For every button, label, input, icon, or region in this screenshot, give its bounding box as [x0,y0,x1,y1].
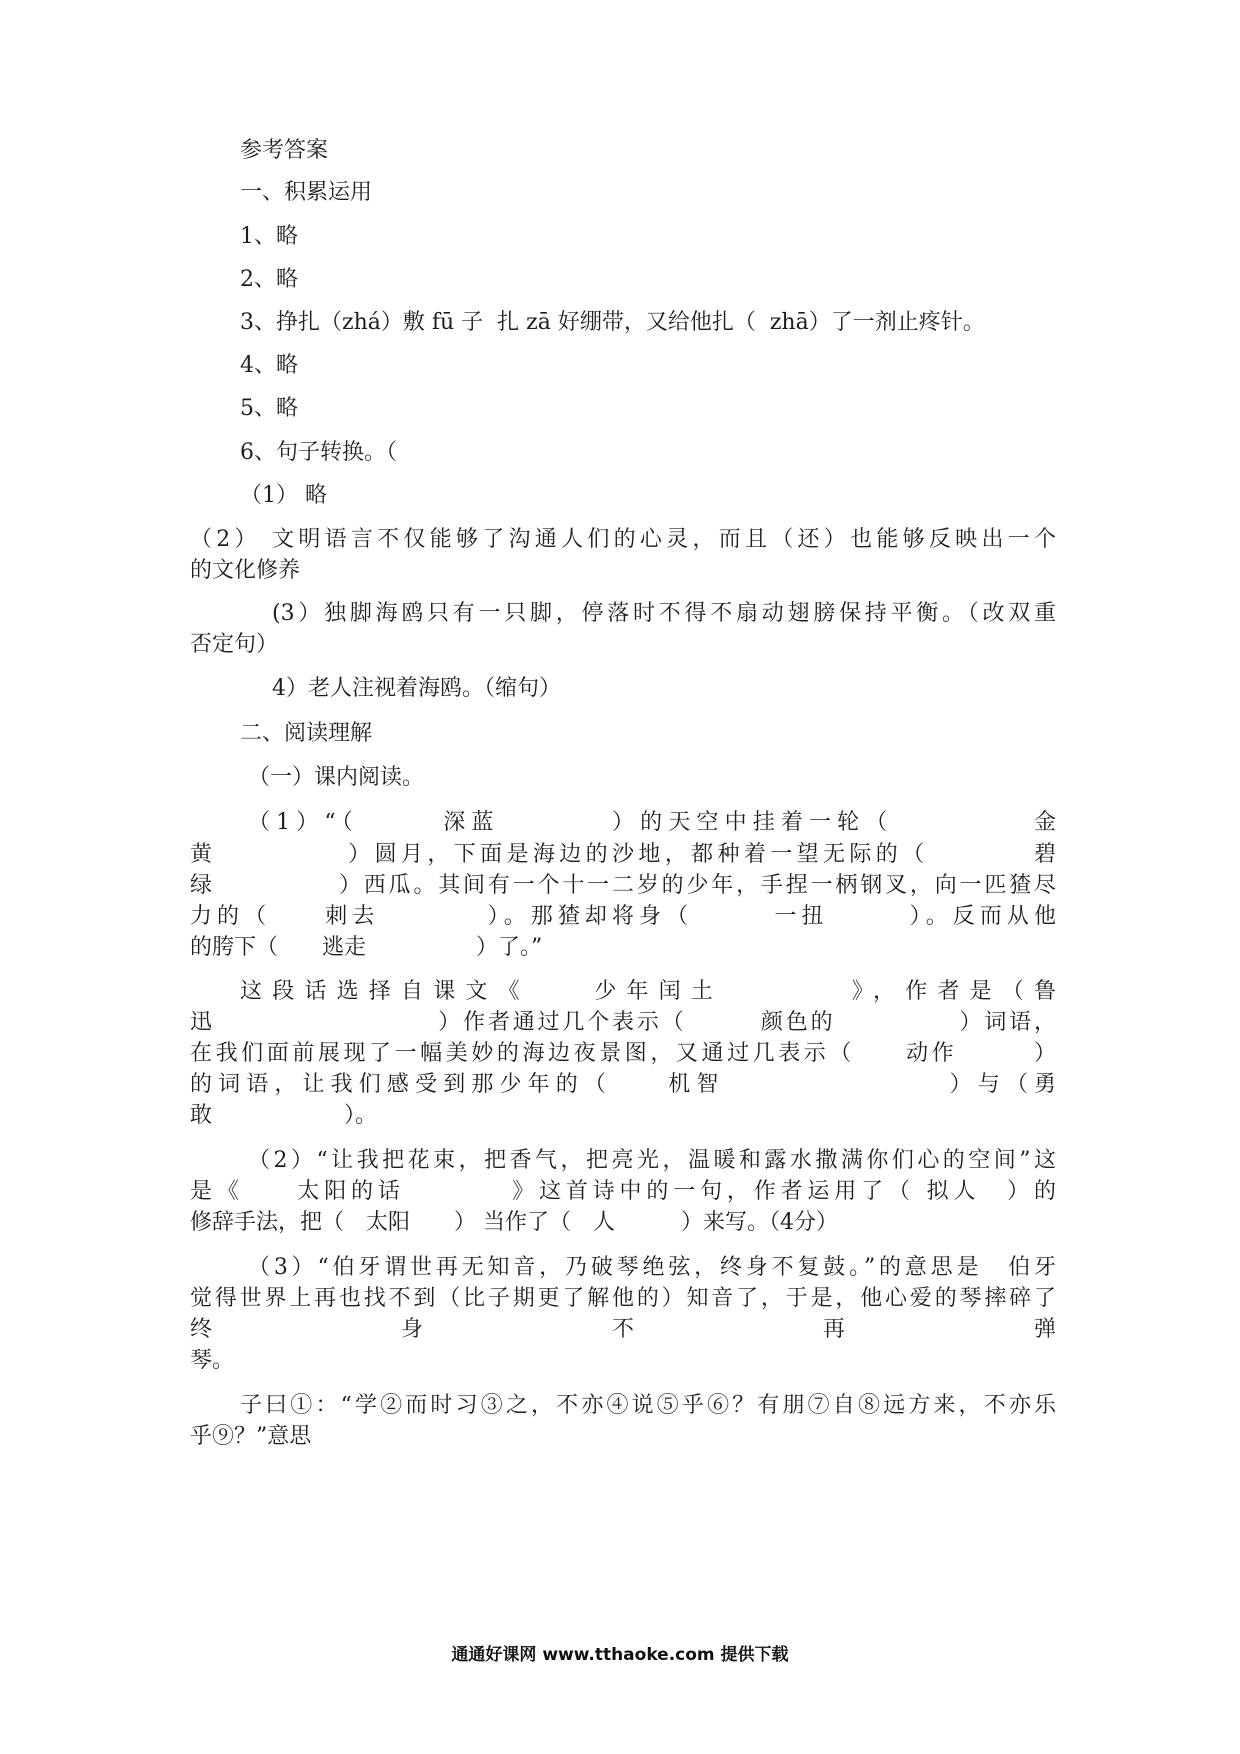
reading-para5-line2: 乎⑨？”意思 [190,1424,312,1449]
answer-item-1: 1、略 [240,224,298,249]
reading-para2-line3: 在我们面前展现了一幅美妙的海边夜景图，又通过几表示（ 动作 ） [190,1041,1056,1066]
reading-para1-line1: （1）“（ 深蓝 ）的天空中挂着一轮（ 金 [248,810,1056,835]
reading-para2-line2: 迅 ）作者通过几个表示（ 颜色的 ）词语， [190,1010,1056,1035]
sentence-answer-3-line1: (3）独脚海鸥只有一只脚，停落时不得不扇动翅膀保持平衡。（改双重 [272,601,1056,626]
sentence-answer-2-line1: （2） 文明语言不仅能够了沟通人们的心灵，而且（还）也能够反映出一个 [190,527,1056,552]
reading-para3-line1: （2）“让我把花束，把香气，把亮光，温暖和露水撒满你们心的空间”这 [248,1148,1056,1173]
sentence-answer-2-line2: 的文化修养 [190,558,301,583]
answer-item-5: 5、略 [240,396,298,421]
sentence-answer-1: （1） 略 [240,483,327,508]
subsection-in-class-reading: （一）课内阅读。 [248,765,425,790]
answer-item-3: 3、挣扎（zhá）敷 fū 子 扎 zā 好绷带，又给他扎（ zhā）了一剂止疼针。 [240,310,985,335]
answer-item-6: 6、句子转换。（ [240,440,397,465]
reading-para4-line2: 觉得世界上再也找不到（比子期更了解他的）知音了，于是，他心爱的琴摔碎了 [190,1286,1056,1311]
answer-item-4: 4、略 [240,353,298,378]
answer-title: 参考答案 [240,138,329,163]
reading-para1-line5: 的胯下（ 逃走 ）了。” [190,935,543,960]
reading-para5-line1: 子曰①：“学②而时习③之，不亦④说⑤乎⑥？有朋⑦自⑧远方来，不亦乐 [240,1393,1056,1418]
page-footer: 通通好课网 www.tthaoke.com 提供下载 [451,1645,789,1665]
reading-para1-line4: 力的（ 刺去 ）。那猹却将身（ 一扭 ）。反而从他 [190,904,1056,929]
reading-para1-line2: 黄 ）圆月，下面是海边的沙地，都种着一望无际的（ 碧 [190,842,1056,867]
sentence-answer-3-line2: 否定句） [190,632,279,657]
sentence-answer-4: 4）老人注视着海鸥。（缩句） [272,676,561,701]
reading-para4-line4: 琴。 [190,1348,235,1373]
reading-para3-line3: 修辞手法，把（ 太阳 ） 当作了（ 人 ）来写。（4分） [190,1210,838,1235]
answer-item-2: 2、略 [240,267,298,292]
reading-para2-line4: 的词语，让我们感受到那少年的（ 机智 ）与（勇 [190,1072,1056,1097]
section-heading-accumulation: 一、积累运用 [240,180,373,205]
reading-para4-line3: 终 身 不 再 弹 [190,1317,1056,1342]
reading-para2-line5: 敢 ）。 [190,1103,378,1128]
section-heading-reading: 二、阅读理解 [240,721,373,746]
reading-para4-line1: （3）“伯牙谓世再无知音，乃破琴绝弦，终身不复鼓。”的意思是 伯牙 [248,1255,1056,1280]
reading-para3-line2: 是《 太阳的话 》这首诗中的一句，作者运用了（ 拟人 ）的 [190,1179,1056,1204]
reading-para1-line3: 绿 ）西瓜。其间有一个十一二岁的少年，手捏一柄钢叉，向一匹猹尽 [190,873,1056,898]
reading-para2-line1: 这段话选择自课文《 少年闰土 》，作者是（鲁 [240,979,1056,1004]
